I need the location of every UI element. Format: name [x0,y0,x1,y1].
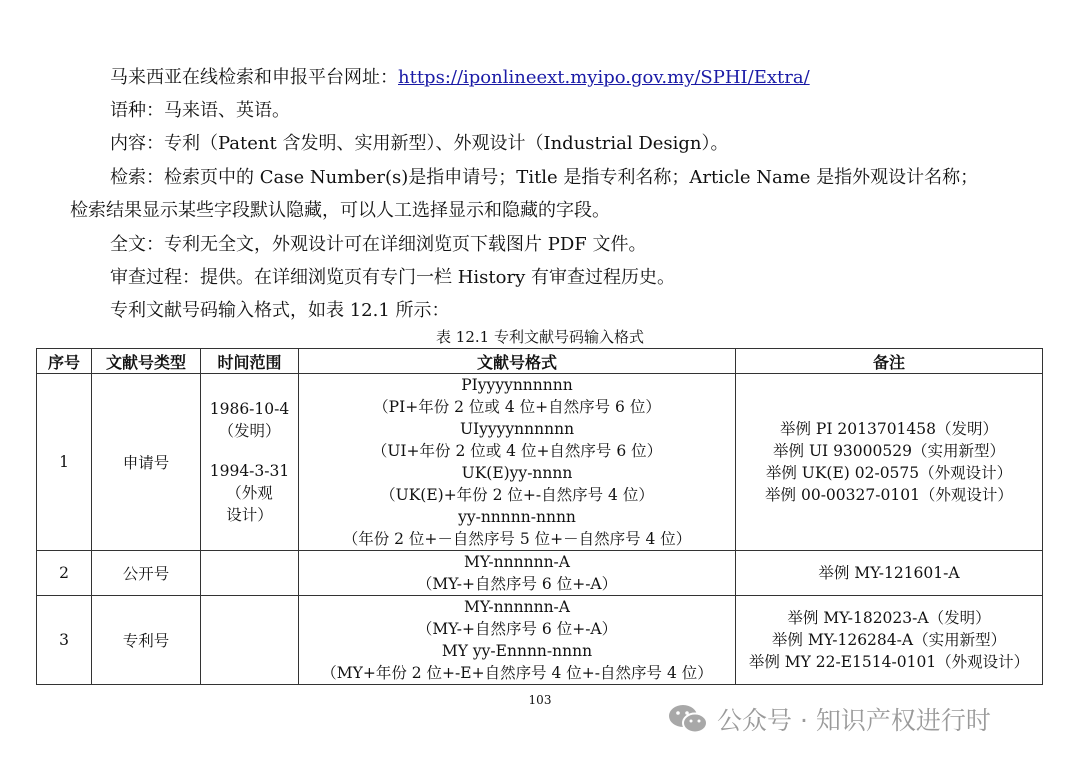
row1-no: 1 [37,374,92,551]
row1-format: PIyyyynnnnnn （PI+年份 2 位或 4 位+自然序号 6 位） UIyyyynnnnnn （UI+年份 2 位或 4 位+自然序号 6 位） UK(E)yy-nnnn （UK(E)+年份 2 位+-自然序号 4 位） yy-nnnnn-nnnn （年份 2 位+－自然序号 5 位+－自然序号 4 位） [299,374,736,551]
table-row [37,374,1043,551]
header-notes: 备注 [736,349,1043,374]
row2-format: MY-nnnnnn-A （MY-+自然序号 6 位+-A） [299,551,736,596]
row3-type: 专利号 [92,596,201,685]
page-number: 103 [528,693,552,707]
wechat-icon [667,703,709,735]
table-caption: 表 12.1 专利文献号码输入格式 [436,328,644,346]
language-paragraph: 语种：马来语、英语。 [110,100,290,121]
row1-time: 1986-10-4 （发明） 1994-3-31 （外观 设计） [201,374,299,551]
header-time: 时间范围 [201,349,299,374]
content-paragraph: 内容：专利（Patent 含发明、实用新型）、外观设计（Industrial Design）。 [110,133,729,154]
site-url-link[interactable]: https://iponlineext.myipo.gov.my/SPHI/Extra/ [398,67,810,88]
format-intro-paragraph: 专利文献号码输入格式，如表 12.1 所示： [110,300,450,321]
exam-paragraph: 审查过程：提供。在详细浏览页有专门一栏 History 有审查过程历史。 [110,267,675,288]
row3-notes: 举例 MY-182023-A（发明） 举例 MY-126284-A（实用新型） 举例 MY 22-E1514-0101（外观设计） [736,596,1043,685]
watermark [667,701,991,737]
fulltext-paragraph: 全文：专利无全文，外观设计可在详细浏览页下载图片 PDF 文件。 [110,234,647,255]
header-type: 文献号类型 [92,349,201,374]
row2-notes: 举例 MY-121601-A [736,551,1043,596]
search-paragraph-line1: 检索：检索页中的 Case Number(s)是指申请号；Title 是指专利名称；Article Name 是指外观设计名称； [110,167,979,188]
table-row [37,596,1043,685]
row3-time [201,596,299,685]
row2-no: 2 [37,551,92,596]
table-row [37,551,1043,596]
row2-time [201,551,299,596]
row3-format: MY-nnnnnn-A （MY-+自然序号 6 位+-A） MY yy-Ennnn-nnnn （MY+年份 2 位+-E+自然序号 4 位+-自然序号 4 位） [299,596,736,685]
row1-type: 申请号 [92,374,201,551]
site-line [110,67,810,89]
site-label: 马来西亚在线检索和申报平台网址： [110,67,398,88]
header-format: 文献号格式 [299,349,736,374]
row3-no: 3 [37,596,92,685]
search-paragraph-line2: 检索结果显示某些字段默认隐藏，可以人工选择显示和隐藏的字段。 [70,200,610,221]
row1-notes: 举例 PI 2013701458（发明） 举例 UI 93000529（实用新型） 举例 UK(E) 02-0575（外观设计） 举例 00-00327-0101（外观设计） [736,374,1043,551]
watermark-text: 公众号 · 知识产权进行时 [717,706,991,735]
table-header-row [37,349,1043,374]
header-no: 序号 [37,349,92,374]
format-table [36,348,1043,685]
row2-type: 公开号 [92,551,201,596]
